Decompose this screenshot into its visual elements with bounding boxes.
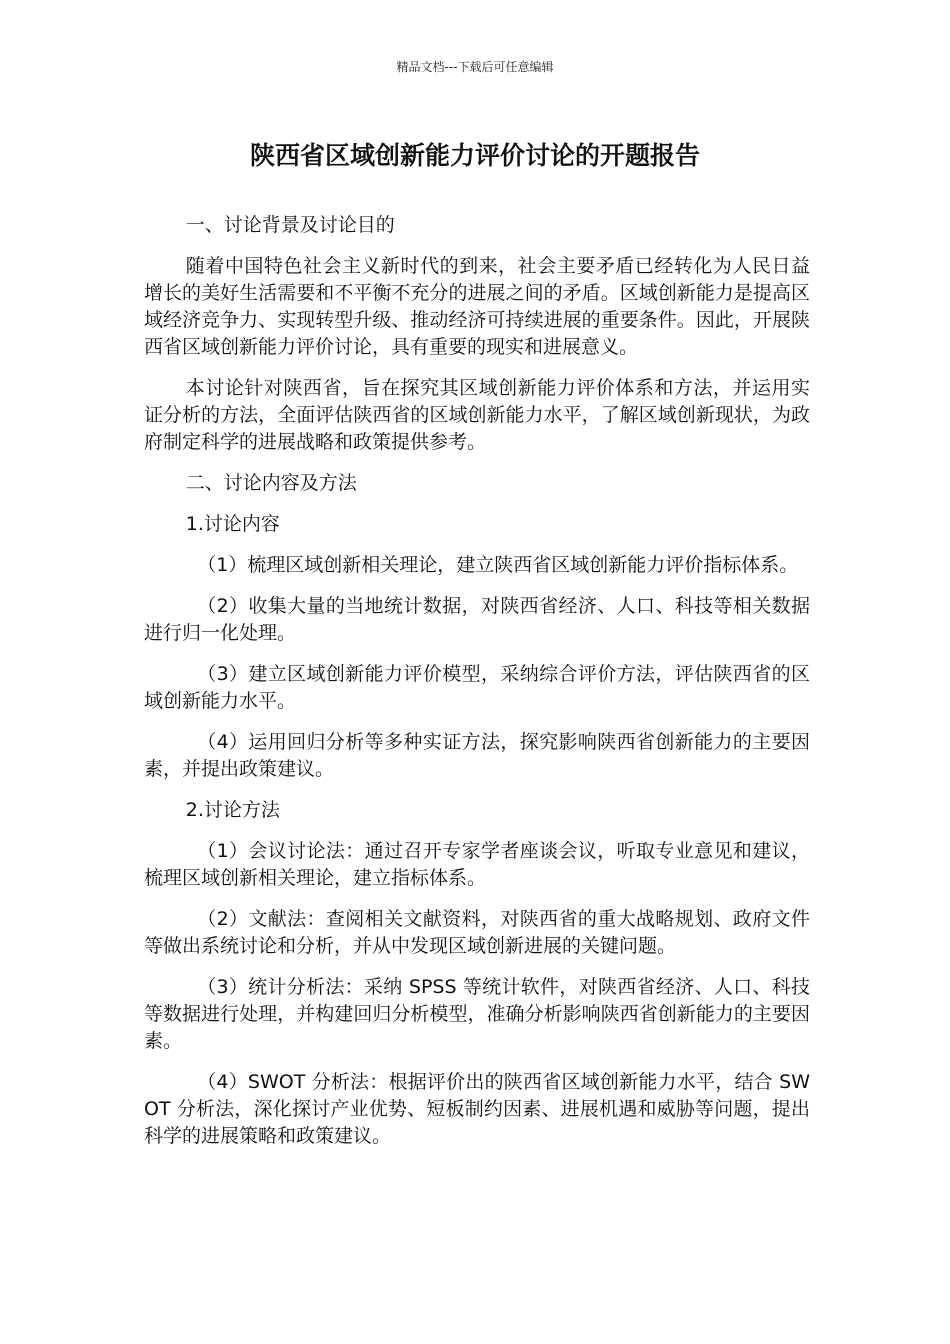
- method-item-4: （4）SWOT 分析法：根据评价出的陕西省区域创新能力水平，结合 SWOT 分析法，深化探讨产业优势、短板制约因素、进展机遇和威胁等问题，提出科学的进展策略和政策建议。: [144, 1071, 810, 1147]
- method-item-2: （2）文献法：查阅相关文献资料，对陕西省的重大战略规划、政府文件等做出系统讨论和分析，并从中发现区域创新进展的关键问题。: [144, 908, 810, 957]
- content-item-4: （4）运用回归分析等多种实证方法，探究影响陕西省创新能力的主要因素，并提出政策建议。: [144, 731, 810, 780]
- content-item-1: （1）梳理区域创新相关理论，建立陕西省区域创新能力评价指标体系。: [197, 554, 799, 576]
- method-item-3: （3）统计分析法：采纳 SPSS 等统计软件，对陕西省经济、人口、科技等数据进行处理，并构建回归分析模型，准确分析影响陕西省创新能力的主要因素。: [144, 976, 810, 1052]
- section-heading-background: 一、讨论背景及讨论目的: [185, 214, 395, 236]
- page-header-note: 精品文档---下载后可任意编辑: [396, 60, 554, 74]
- method-item-1: （1）会议讨论法：通过召开专家学者座谈会议，听取专业意见和建议，梳理区域创新相关理论，建立指标体系。: [144, 840, 810, 889]
- section-heading-content-methods: 二、讨论内容及方法: [185, 472, 357, 494]
- content-item-2: （2）收集大量的当地统计数据，对陕西省经济、人口、科技等相关数据进行归一化处理。: [144, 595, 810, 644]
- subheading-methods: 2.讨论方法: [185, 799, 280, 821]
- paragraph-objective: 本讨论针对陕西省，旨在探究其区域创新能力评价体系和方法，并运用实证分析的方法，全面评估陕西省的区域创新能力水平，了解区域创新现状，为政府制定科学的进展战略和政策提供参考。: [144, 377, 810, 453]
- paragraph-background: 随着中国特色社会主义新时代的到来，社会主要矛盾已经转化为人民日益增长的美好生活需要和不平衡不充分的进展之间的矛盾。区域创新能力是提高区域经济竞争力、实现转型升级、推动经济可持续进展的重要条件。因此，开展陕西省区域创新能力评价讨论，具有重要的现实和进展意义。: [144, 255, 810, 358]
- subheading-content: 1.讨论内容: [185, 513, 280, 535]
- document-title: 陕西省区域创新能力评价讨论的开题报告: [249, 141, 700, 170]
- document-body: [144, 212, 810, 1164]
- content-item-3: （3）建立区域创新能力评价模型，采纳综合评价方法，评估陕西省的区域创新能力水平。: [144, 663, 810, 712]
